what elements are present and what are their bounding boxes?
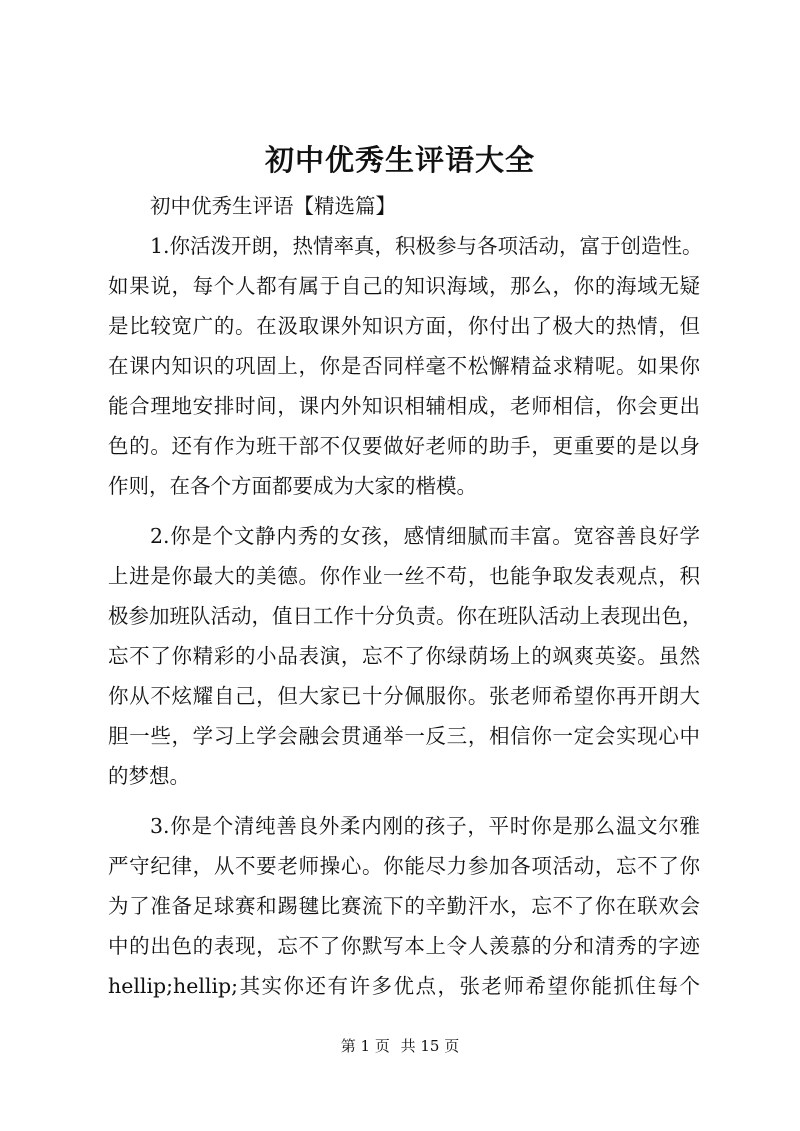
text-line: 能合理地安排时间，课内外知识相辅相成，老师相信，你会更出 [108,394,700,418]
text-line: 是比较宽广的。在汲取课外知识方面，你付出了极大的热情，但 [108,314,700,338]
page-footer [0,1035,800,1057]
text-line: 作则，在各个方面都要成为大家的楷模。 [108,474,477,498]
text-line: 色的。还有作为班干部不仅要做好老师的助手，更重要的是以身 [108,434,700,458]
document-body [108,186,703,1006]
text-line: 2.你是个文静内秀的女孩，感情细腻而丰富。宽容善良好学 [150,524,700,548]
text-line: 胆一些，学习上学会融会贯通举一反三，相信你一定会实现心中 [108,724,700,748]
page-title: 初中优秀生评语大全 [264,143,535,177]
paragraph-1 [108,226,703,506]
text-line: 忘不了你精彩的小品表演，忘不了你绿荫场上的飒爽英姿。虽然 [108,644,700,668]
page-number: 第 1 页 [340,1037,390,1055]
text-line: 为了准备足球赛和踢毽比赛流下的辛勤汗水，忘不了你在联欢会 [108,894,700,918]
text-line: 的梦想。 [108,764,190,788]
paragraph-3 [108,806,700,1006]
paragraph-2 [108,516,703,796]
text-line: 如果说，每个人都有属于自己的知识海域，那么，你的海域无疑 [108,274,700,298]
text-line: hellip;hellip;其实你还有许多优点，张老师希望你能抓住每个 [108,974,700,998]
text-line: 严守纪律，从不要老师操心。你能尽力参加各项活动，忘不了你 [108,854,700,878]
text-line: 3.你是个清纯善良外柔内刚的孩子，平时你是那么温文尔雅 [150,814,700,838]
text-line: 你从不炫耀自己，但大家已十分佩服你。张老师希望你再开朗大 [108,684,700,708]
text-line: 1.你活泼开朗，热情率真，积极参与各项活动，富于创造性。 [150,234,703,258]
text-line: 极参加班队活动，值日工作十分负责。你在班队活动上表现出色， [108,604,703,628]
text-line: 在课内知识的巩固上，你是否同样毫不松懈精益求精呢。如果你 [108,354,700,378]
text-line: 上进是你最大的美德。你作业一丝不苟，也能争取发表观点，积 [108,564,700,588]
page-total: 共 15 页 [400,1037,460,1055]
text-line: 中的出色的表现，忘不了你默写本上令人羡慕的分和清秀的字迹 [108,934,700,958]
section-subtitle: 初中优秀生评语【精选篇】 [150,194,396,218]
